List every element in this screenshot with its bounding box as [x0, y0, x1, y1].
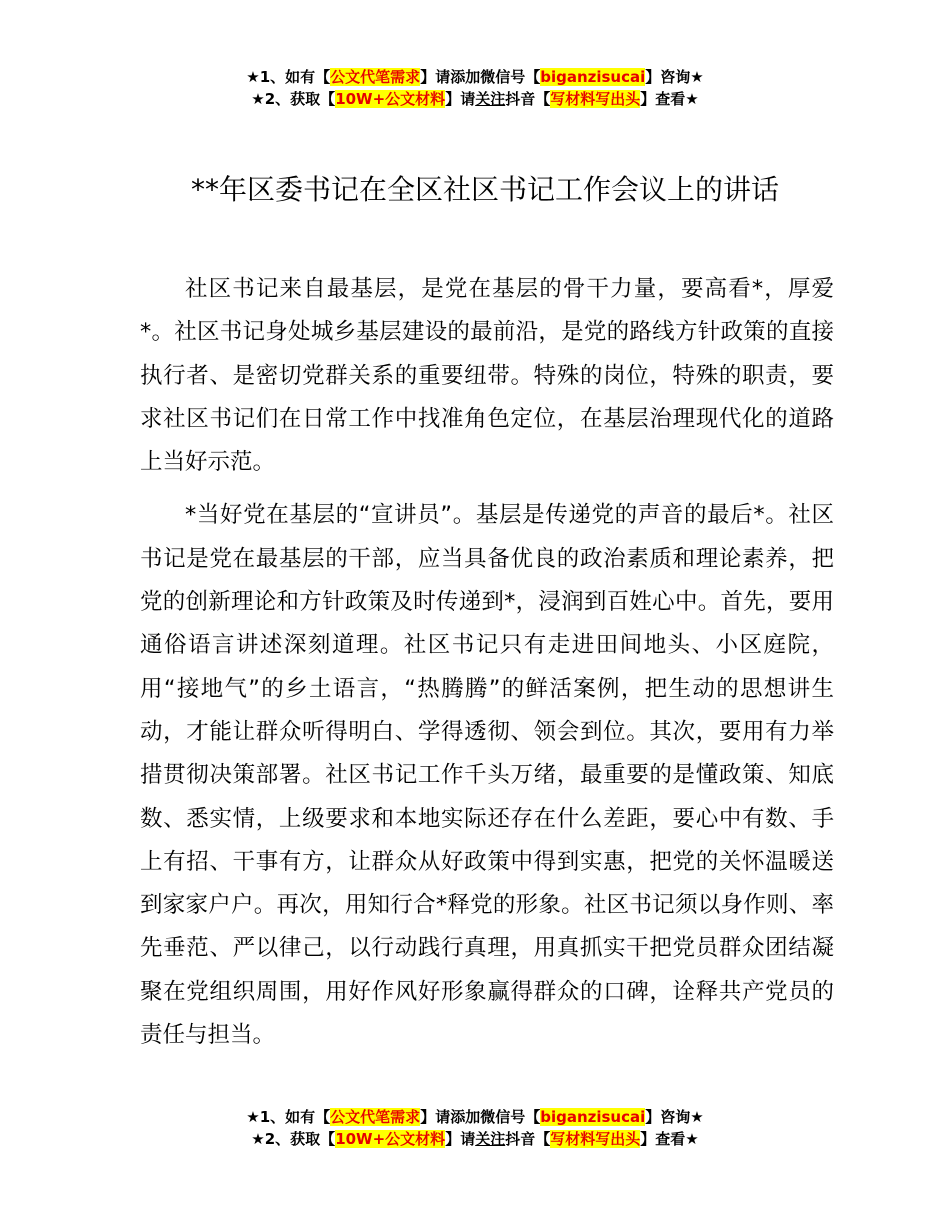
highlight-service: 公文代笔需求 [330, 1108, 421, 1126]
document-title: **年区委书记在全区社区书记工作会议上的讲话 [190, 173, 779, 206]
document-body [140, 268, 834, 1067]
underlined-follow: 关注 [475, 90, 506, 108]
highlight-douyin: 写材料写出头 [550, 90, 641, 108]
highlight-wechat-id: biganzisucai [540, 1108, 646, 1126]
footer-banner [0, 1106, 950, 1150]
header-banner [0, 66, 950, 110]
banner-line-1: ★1、如有【公文代笔需求】请添加微信号【biganzisucai】咨询★ [246, 68, 704, 86]
paragraph-2: *当好党在基层的“宣讲员”。基层是传递党的声音的最后*。社区书记是党在最基层的干部，应当具备优良的政治素质和理论素养，把党的创新理论和方针政策及时传递到*，浸润到百姓心中。首先，要用通俗语言讲述深刻道理。社区书记只有走进田间地头、小区庭院，用“接地气”的乡土语言，“热腾腾”的鲜活案例，把生动的思想讲生动，才能让群众听得明白、学得透彻、领会到位。其次，要用有力举措贯彻决策部署。社区书记工作千头万绪，最重要的是懂政策、知底数、悉实情，上级要求和本地实际还存在什么差距，要心中有数、手上有招、干事有方，让群众从好政策中得到实惠，把党的关怀温暖送到家家户户。再次，用知行合*释党的形象。社区书记须以身作则、率先垂范、严以律己，以行动践行真理，用真抓实干把党员群众团结凝聚在党组织周围，用好作风好形象赢得群众的口碑，诠释共产党员的责任与担当。 [140, 502, 834, 1049]
highlight-service: 公文代笔需求 [330, 68, 421, 86]
highlight-douyin: 写材料写出头 [550, 1130, 641, 1148]
underlined-follow: 关注 [475, 1130, 506, 1148]
highlight-materials: 10W+公文材料 [335, 90, 446, 108]
paragraph-1: 社区书记来自最基层，是党在基层的骨干力量，要高看*，厚爱*。社区书记身处城乡基层建设的最前沿，是党的路线方针政策的直接执行者、是密切党群关系的重要纽带。特殊的岗位，特殊的职责，要求社区书记们在日常工作中找准角色定位，在基层治理现代化的道路上当好示范。 [140, 276, 834, 476]
banner-line-1: ★1、如有【公文代笔需求】请添加微信号【biganzisucai】咨询★ [246, 1108, 704, 1126]
banner-line-2: ★2、获取【10W+公文材料】请关注抖音【写材料写出头】查看★ [251, 1130, 699, 1148]
highlight-materials: 10W+公文材料 [335, 1130, 446, 1148]
highlight-wechat-id: biganzisucai [540, 68, 646, 86]
banner-line-2: ★2、获取【10W+公文材料】请关注抖音【写材料写出头】查看★ [251, 90, 699, 108]
